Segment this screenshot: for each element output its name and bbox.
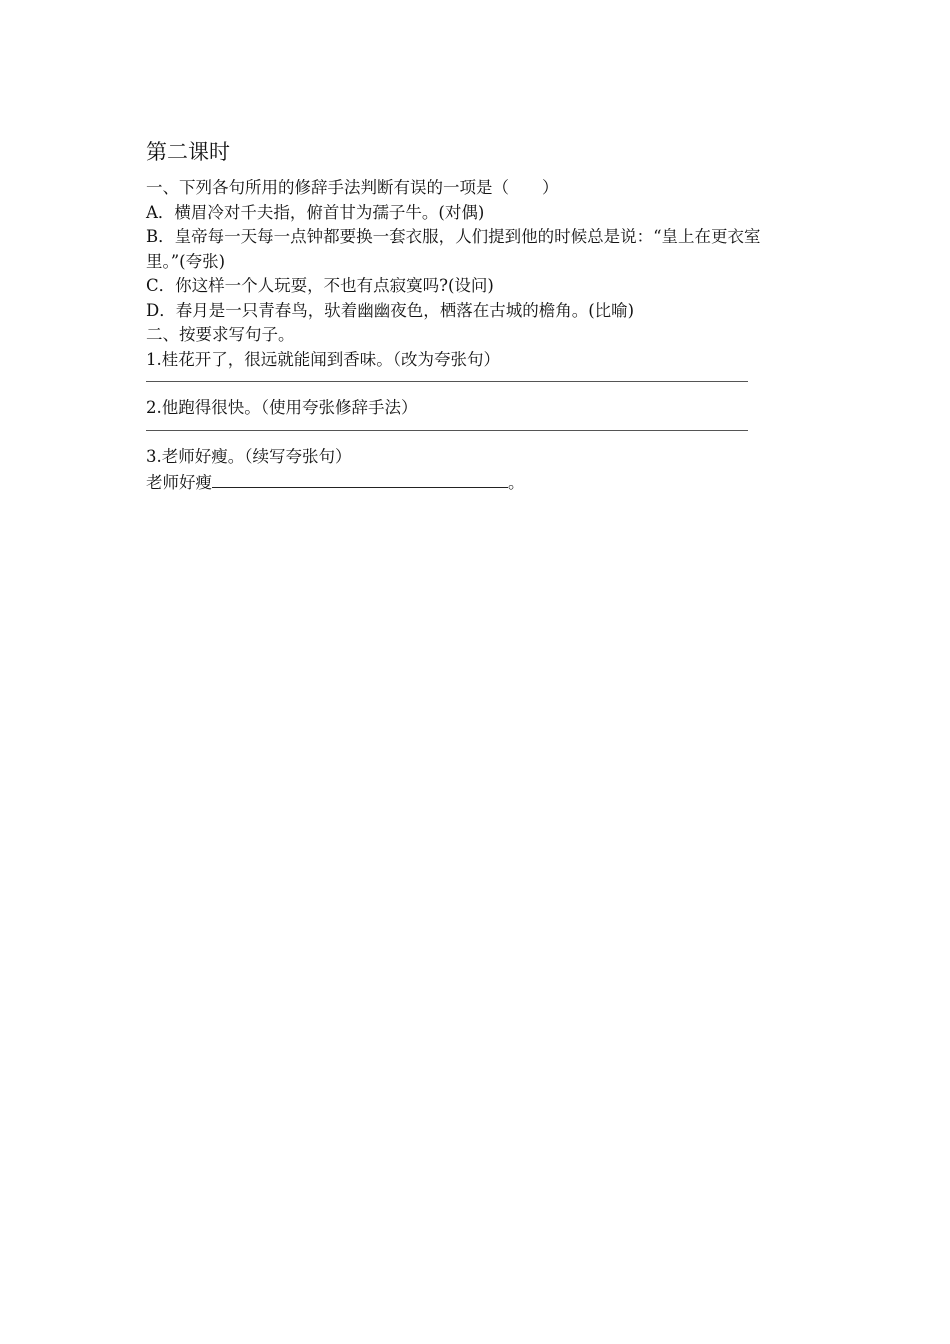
exercise-1: 1.桂花开了，很远就能闻到香味。（改为夸张句）	[146, 349, 500, 369]
answer-line-1[interactable]	[146, 381, 748, 382]
option-d: D．春月是一只青春鸟，驮着幽幽夜色，栖落在古城的檐角。(比喻)	[146, 300, 635, 320]
option-a: A．横眉冷对千夫指，俯首甘为孺子牛。(对偶)	[146, 202, 485, 222]
section-2	[146, 323, 816, 496]
fill-prefix: 老师好瘦	[146, 473, 212, 492]
option-b: B．皇帝每一天每一点钟都要换一套衣服，人们提到他的时候总是说：“皇上在更衣室里。”(夸张)	[146, 227, 761, 271]
fill-suffix: 。	[508, 473, 525, 492]
section-2-heading: 二、按要求写句子。	[146, 325, 295, 344]
option-c: C．你这样一个人玩耍，不也有点寂寞吗?(设问)	[146, 276, 494, 295]
section-1	[146, 176, 816, 323]
section-1-question: 一、下列各句所用的修辞手法判断有误的一项是（ ）	[146, 178, 559, 197]
lesson-title: 第二课时	[146, 140, 230, 164]
fill-blank[interactable]	[212, 469, 508, 488]
worksheet-page	[146, 138, 816, 496]
exercise-2: 2.他跑得很快。（使用夸张修辞手法）	[146, 398, 418, 417]
exercise-3-fill-line	[146, 469, 816, 496]
answer-line-2[interactable]	[146, 430, 748, 431]
exercise-3: 3.老师好瘦。（续写夸张句）	[146, 446, 352, 466]
